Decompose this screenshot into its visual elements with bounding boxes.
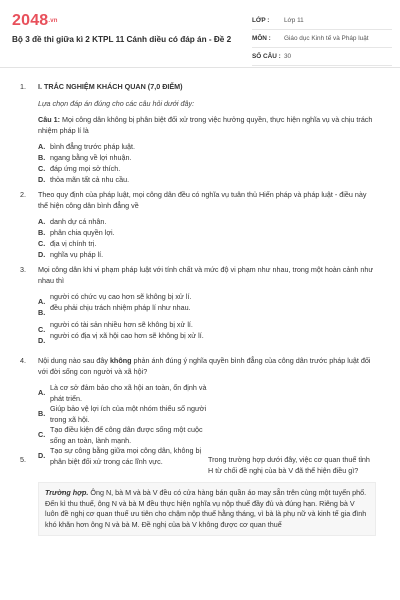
question-number: 2. — [20, 190, 26, 199]
option-b[interactable] — [38, 153, 208, 164]
option-letter: C. — [38, 164, 46, 173]
option-letter: C. — [38, 239, 46, 248]
option-letter: B. — [38, 227, 46, 237]
meta-class-row — [252, 12, 392, 30]
meta-subject-row — [252, 30, 392, 48]
instruction-text: Lựa chọn đáp án đúng cho các câu hỏi dưới đây: — [38, 98, 195, 108]
meta-value: 30 — [284, 53, 292, 60]
answer-options — [38, 217, 376, 259]
question-3 — [20, 265, 378, 344]
option-a[interactable] — [38, 383, 208, 404]
question-stem: Mọi công dân khi vi phạm pháp luật với tính chất và mức độ vi phạm như nhau, trong một hoàn cảnh như nhau thì — [38, 265, 374, 285]
option-letter: B. — [38, 152, 46, 162]
option-d[interactable] — [38, 330, 208, 345]
option-letter: A. — [38, 217, 46, 226]
question-number: 4. — [20, 356, 26, 365]
question-stem: Theo quy định của pháp luật, mọi công dân đều có nghĩa vụ tuân thủ Hiến pháp và pháp luật - điều này thể hiện công dân bình đẳng về — [38, 190, 367, 210]
option-text: ngang bằng về lợi nhuận. — [50, 152, 132, 162]
section-title: I. TRẮC NGHIỆM KHÁCH QUAN (7,0 ĐIỂM) — [38, 82, 183, 91]
option-text: người có tài sản nhiều hơn sẽ không bị xử lí. — [50, 320, 193, 329]
logo-main: 2048 — [12, 12, 49, 29]
option-c[interactable] — [38, 425, 208, 446]
site-logo[interactable] — [12, 12, 58, 30]
question-1 — [20, 82, 378, 184]
option-a[interactable] — [38, 142, 208, 153]
meta-count-row — [252, 48, 392, 66]
option-letter: D. — [38, 249, 46, 259]
option-letter: A. — [38, 297, 46, 306]
answer-options — [38, 142, 376, 184]
option-text: đáp ứng mọi sở thích. — [50, 164, 121, 173]
option-letter: B. — [38, 409, 46, 418]
option-b[interactable] — [38, 302, 208, 317]
option-text: nghĩa vụ pháp lí. — [50, 249, 104, 259]
case-study-box — [38, 482, 376, 536]
header-divider — [0, 67, 400, 68]
meta-label: MÔN : — [252, 35, 271, 42]
question-5 — [20, 455, 378, 536]
option-text: Tạo sự công bằng giữa mọi công dân, không bị phân biệt đối xử trong các lĩnh vực. — [50, 446, 202, 466]
option-d[interactable] — [38, 175, 208, 186]
option-text: đều phải chịu trách nhiệm pháp lí như nhau. — [50, 302, 191, 312]
option-text: Giúp bảo vệ lợi ích của một nhóm thiểu số người trong xã hội. — [50, 404, 207, 424]
document-header — [0, 0, 400, 66]
stem-part: phản ánh đúng ý nghĩa quyền bình đẳng của công dân trước pháp luật đối với đời sống con người và xã hội? — [38, 356, 371, 376]
option-text: thỏa mãn tất cả nhu cầu. — [50, 174, 130, 184]
question-2 — [20, 190, 378, 259]
option-a[interactable] — [38, 292, 208, 306]
meta-label: LỚP : — [252, 17, 270, 24]
meta-label: SỐ CÂU : — [252, 53, 281, 60]
option-c[interactable] — [38, 239, 208, 250]
option-letter: D. — [38, 174, 46, 184]
option-d[interactable] — [38, 250, 208, 261]
option-c[interactable] — [38, 164, 208, 175]
option-letter: B. — [38, 307, 46, 317]
option-text: bình đẳng trước pháp luật. — [50, 142, 136, 151]
answer-options — [38, 292, 376, 344]
question-text — [38, 115, 376, 136]
option-b[interactable] — [38, 228, 208, 239]
option-text: Tạo điều kiện để công dân được sống một cuộc sống an toàn, lành mạnh. — [50, 425, 203, 445]
option-text: phân chia quyền lợi. — [50, 227, 115, 237]
option-text: người có địa vị xã hội cao hơn sẽ không bị xử lí. — [50, 330, 204, 340]
option-text: địa vị chính trị. — [50, 239, 97, 248]
option-text: Là cơ sở đảm bảo cho xã hội an toàn, ổn định và phát triển. — [50, 383, 207, 403]
option-letter: D. — [38, 335, 46, 345]
option-letter: A. — [38, 142, 46, 151]
question-label: Câu 1: — [38, 115, 60, 124]
option-letter: C. — [38, 325, 46, 334]
document-title: Bộ 3 đề thi giữa kì 2 KTPL 11 Cánh diều có đáp án - Đề 2 — [12, 35, 232, 44]
logo-suffix: .vn — [48, 17, 58, 24]
option-c[interactable] — [38, 320, 208, 334]
option-letter: D. — [38, 451, 46, 460]
option-a[interactable] — [38, 217, 208, 228]
question-stem — [38, 356, 376, 377]
meta-value: Giáo dục Kinh tế và Pháp luật — [284, 35, 369, 42]
option-letter: C. — [38, 430, 46, 439]
question-list — [0, 82, 400, 536]
option-letter: A. — [38, 388, 46, 397]
stem-part: Nội dung nào sau đây — [38, 356, 110, 365]
question-number: 1. — [20, 82, 26, 91]
meta-value: Lớp 11 — [284, 17, 304, 24]
option-text: người có chức vụ cao hơn sẽ không bị xử lí. — [50, 292, 192, 301]
document-meta — [252, 12, 392, 66]
option-text: danh dự cá nhân. — [50, 217, 107, 226]
case-text: Ông N, bà M và bà V đều có cửa hàng bán quần áo may sẵn trên cùng một tuyến phố. Đến kì thu thuế, ông N và bà M đều thực hiện nghĩa vụ nộp thuế đầy đủ và đúng hạn. Riêng bà V luôn đề nghị cơ quan thuế ưu tiên cho chậm nộp thuế hằng tháng, vì bà là phụ nữ và kinh tế gia đình khó khăn hơn ông N và bà M. Đề nghị của bà V không được cơ quan thuế — [45, 488, 367, 529]
case-label: Trường hợp. — [45, 488, 89, 497]
question-number: 5. — [20, 455, 26, 464]
question-stem: Trong trường hợp dưới đây, việc cơ quan thuế tỉnh H từ chối đề nghị của bà V đã thể hiện điều gì? — [208, 455, 370, 475]
question-stem: Mọi công dân không bị phân biệt đối xử trong việc hưởng quyền, thực hiện nghĩa vụ và chịu trách nhiệm pháp lí là — [38, 115, 373, 135]
stem-emphasis: không — [109, 356, 132, 365]
question-number: 3. — [20, 265, 26, 274]
